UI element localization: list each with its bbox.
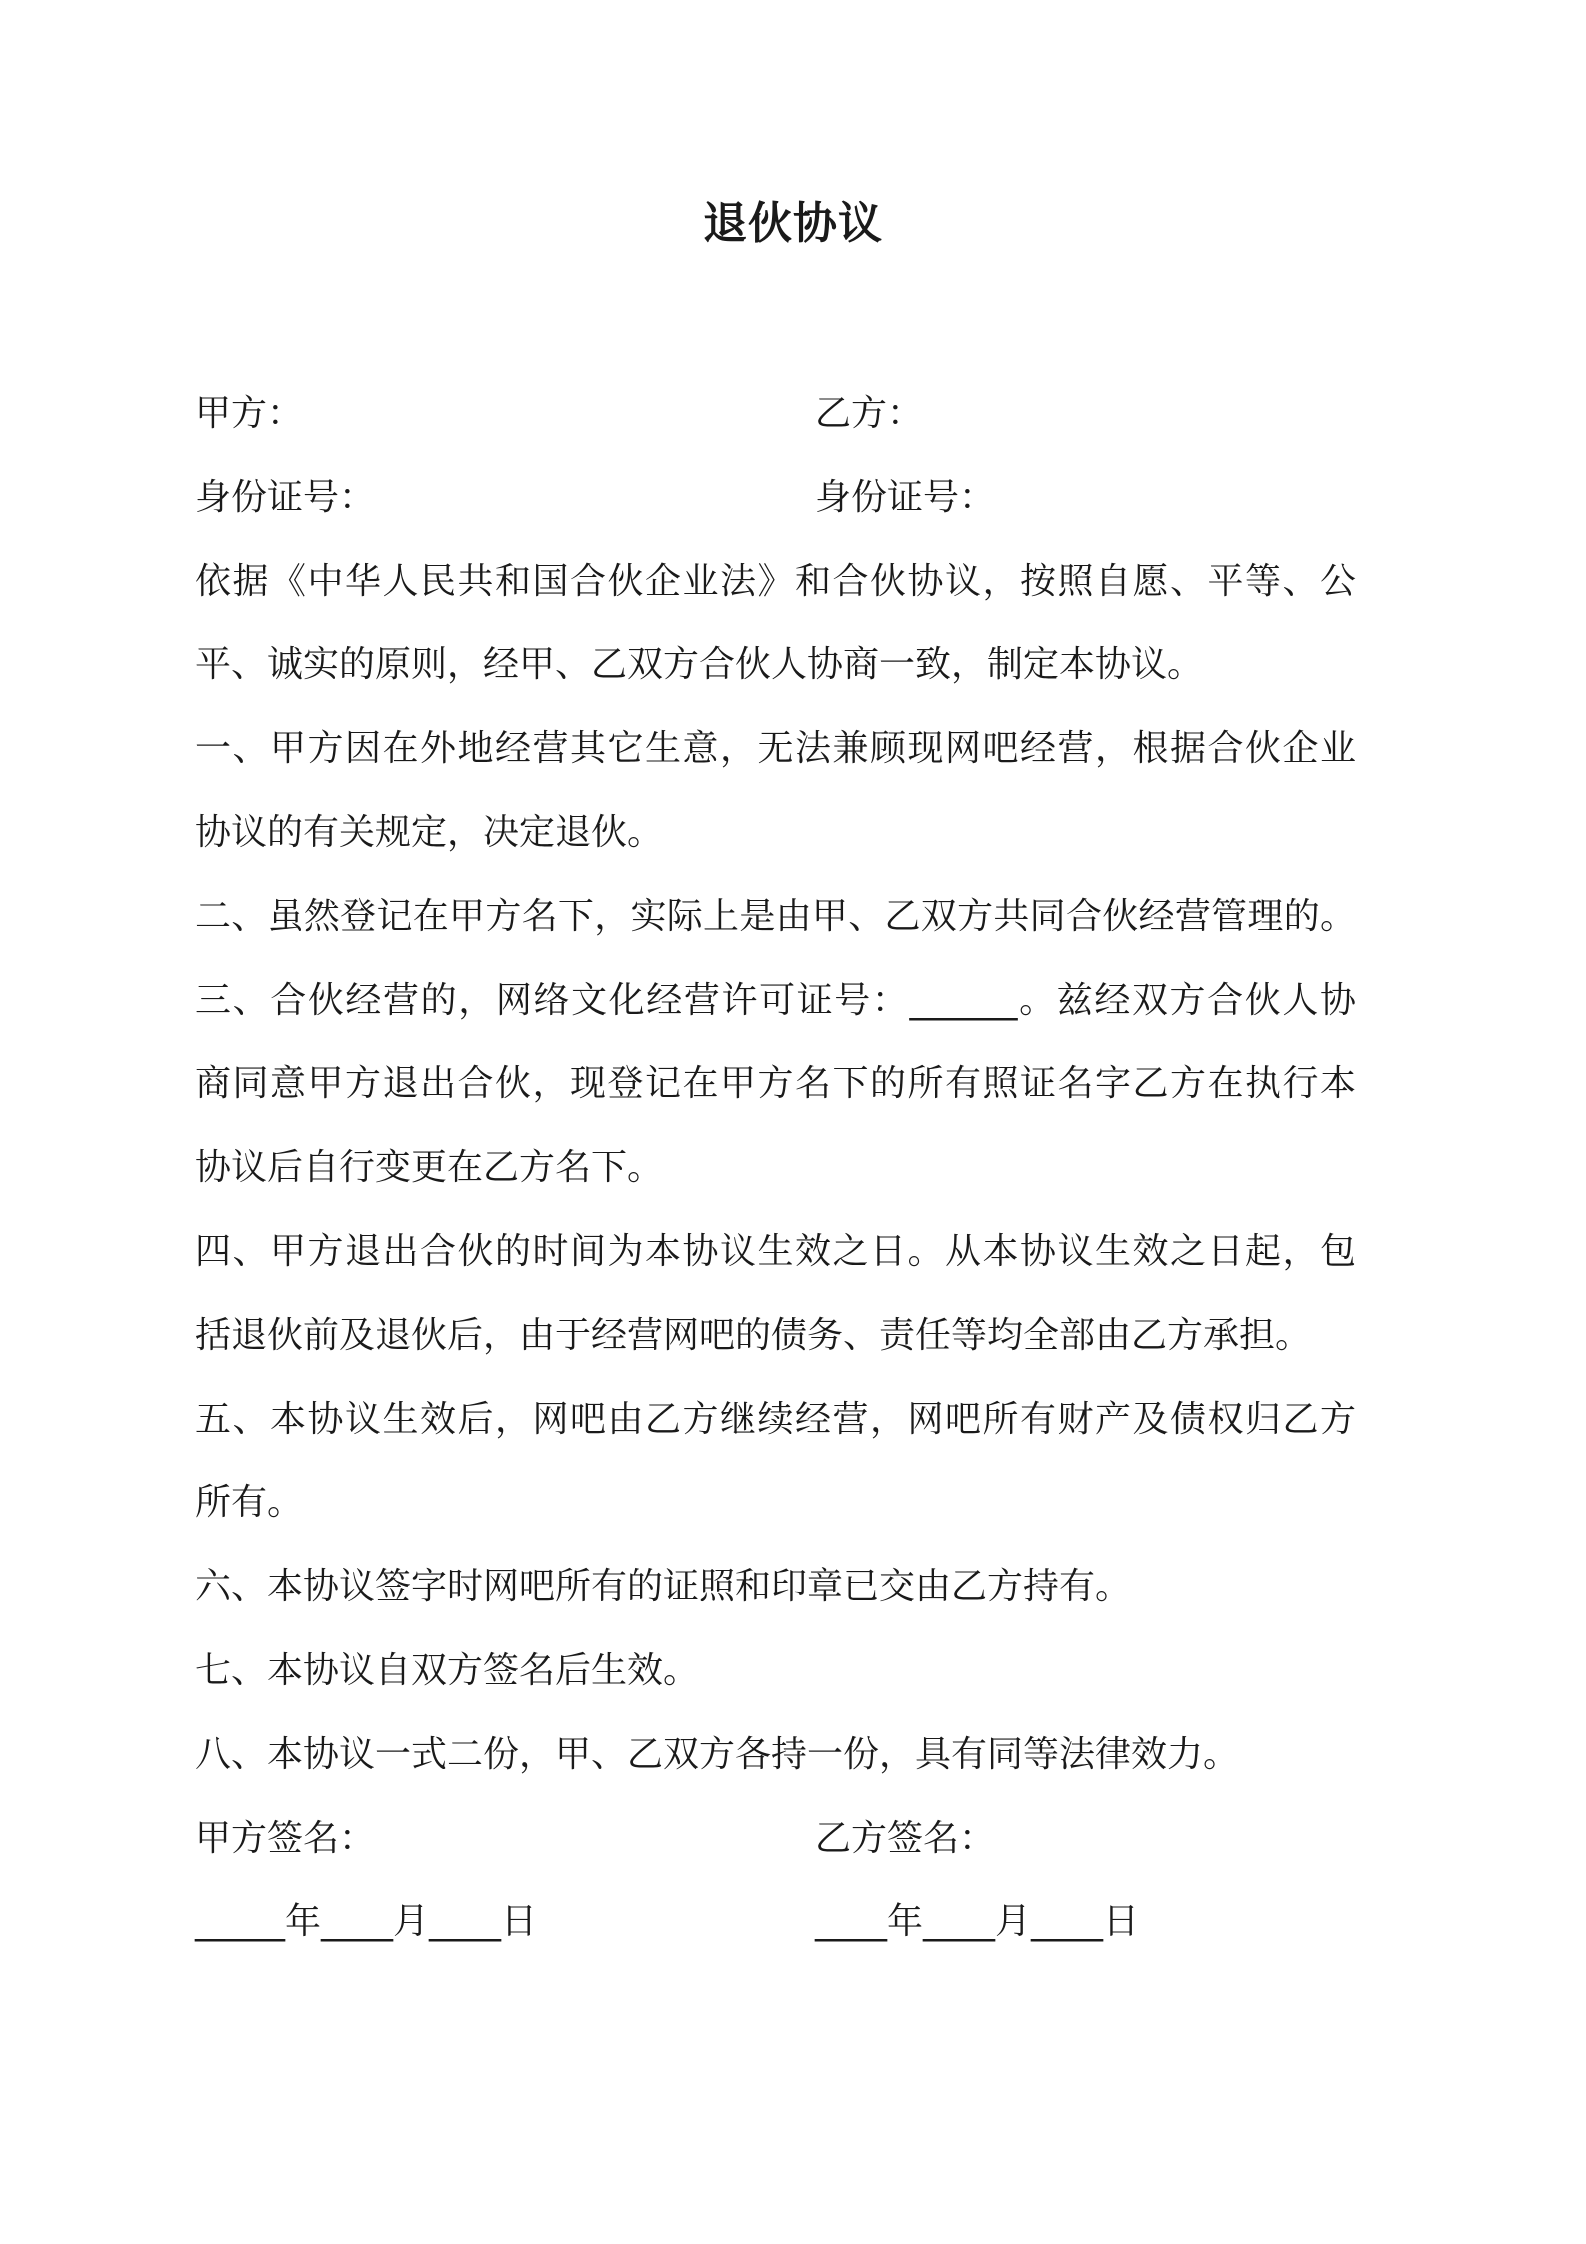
paragraph-line: 七、本协议自双方签名后生效。 [195, 1649, 700, 1691]
paragraph-clause-8 [195, 1713, 1356, 1797]
paragraph-line: 六、本协议签字时网吧所有的证照和印章已交由乙方持有。 [195, 1566, 1132, 1608]
party-b-date: ____年____月____日 [815, 1901, 1140, 1943]
party-a-date: _____年____月____日 [195, 1901, 537, 1943]
party-b-signature-label: 乙方签名： [815, 1817, 996, 1859]
paragraph-clause-2 [195, 875, 1356, 959]
paragraph-preamble [195, 540, 1356, 708]
paragraph-line: 括退伙前及退伙后，由于经营网吧的债务、责任等均全部由乙方承担。 [195, 1314, 1312, 1356]
party-ids-row [195, 456, 1356, 540]
paragraph-clause-5 [195, 1378, 1356, 1546]
paragraph-line: 一、甲方因在外地经营其它生意，无法兼顾现网吧经营，根据合伙企业 [195, 728, 1356, 770]
paragraph-clause-7 [195, 1629, 1356, 1713]
paragraph-line: 三、合伙经营的，网络文化经营许可证号：______。兹经双方合伙人协 [195, 979, 1356, 1021]
paragraph-line: 商同意甲方退出合伙，现登记在甲方名下的所有照证名字乙方在执行本 [195, 1063, 1356, 1105]
party-names-row [195, 372, 1356, 456]
paragraph-line: 所有。 [195, 1482, 304, 1524]
party-b-id-label: 身份证号： [815, 476, 996, 518]
party-a-label: 甲方： [195, 393, 304, 434]
paragraph-line: 协议的有关规定，决定退伙。 [195, 811, 664, 853]
paragraph-line: 五、本协议生效后，网吧由乙方继续经营，网吧所有财产及债权归乙方 [195, 1398, 1356, 1440]
paragraph-clause-4 [195, 1210, 1356, 1378]
paragraph-clause-1 [195, 707, 1356, 875]
document-body [195, 372, 1356, 1964]
paragraph-line: 协议后自行变更在乙方名下。 [195, 1147, 664, 1189]
party-b-label: 乙方： [815, 393, 924, 434]
document-title: 退伙协议 [703, 198, 883, 249]
paragraph-line: 二、虽然登记在甲方名下，实际上是由甲、乙双方共同合伙经营管理的。 [195, 895, 1356, 937]
party-a-signature-label: 甲方签名： [195, 1817, 376, 1859]
paragraph-line: 四、甲方退出合伙的时间为本协议生效之日。从本协议生效之日起，包 [195, 1230, 1356, 1272]
signature-row [195, 1797, 1356, 1881]
paragraph-line: 平、诚实的原则，经甲、乙双方合伙人协商一致，制定本协议。 [195, 644, 1204, 686]
party-a-id-label: 身份证号： [195, 476, 376, 518]
paragraph-clause-6 [195, 1545, 1356, 1629]
paragraph-line: 八、本协议一式二份，甲、乙双方各持一份，具有同等法律效力。 [195, 1733, 1240, 1775]
date-row [195, 1880, 1356, 1964]
paragraph-clause-3 [195, 959, 1356, 1210]
paragraph-line: 依据《中华人民共和国合伙企业法》和合伙协议，按照自愿、平等、公 [195, 560, 1356, 602]
